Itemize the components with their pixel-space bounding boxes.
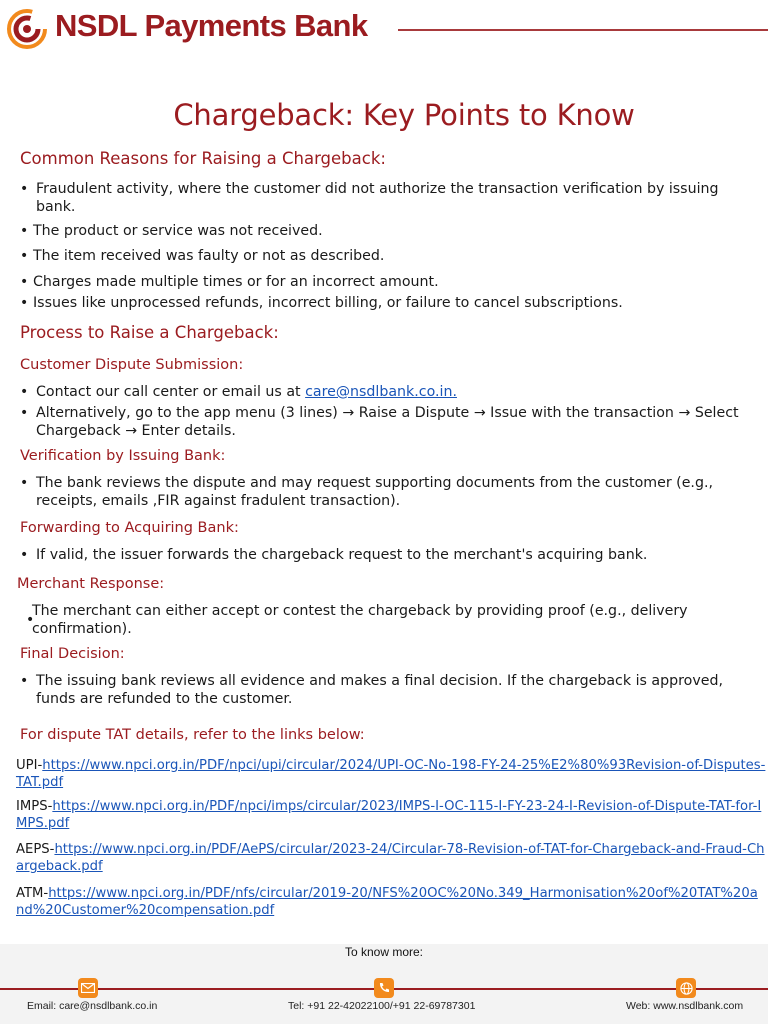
bullet-icon: •	[20, 274, 29, 290]
bullet-icon: •	[20, 223, 29, 239]
bullet-icon: •	[20, 475, 29, 491]
header-divider	[398, 29, 768, 31]
list-item: • Issues like unprocessed refunds, incorrect billing, or failure to cancel subscriptions.	[20, 295, 623, 311]
merchant-heading: Merchant Response:	[17, 576, 165, 592]
upi-link[interactable]: https://www.npci.org.in/PDF/npci/upi/circular/2024/UPI-OC-No-198-FY-24-25%E2%80%93Revision-of-Disputes-TAT.pdf	[16, 758, 766, 790]
bullet-icon: •	[20, 295, 29, 311]
footer-email[interactable]: Email: care@nsdlbank.co.in	[27, 1000, 158, 1012]
footer-phone[interactable]: Tel: +91 22-42022100/+91 22-69787301	[288, 1000, 476, 1012]
footer	[0, 944, 768, 1024]
bullet-icon: •	[20, 547, 29, 563]
phone-icon	[374, 978, 394, 998]
imps-link[interactable]: https://www.npci.org.in/PDF/npci/imps/circular/2023/IMPS-I-OC-115-I-FY-23-24-I-Revision-of-Dispute-TAT-for-IMPS.pdf	[16, 799, 762, 831]
process-heading: Process to Raise a Chargeback:	[20, 323, 279, 342]
link-row-aeps: AEPS-https://www.npci.org.in/PDF/AePS/circular/2023-24/Circular-78-Revision-of-TAT-for-Chargeback-and-Fraud-Chargeback.pdf	[16, 842, 765, 874]
submission-heading: Customer Dispute Submission:	[20, 357, 244, 373]
link-row-imps: IMPS-https://www.npci.org.in/PDF/npci/imps/circular/2023/IMPS-I-OC-115-I-FY-23-24-I-Revision-of-Dispute-TAT-for-IMPS.pdf	[16, 799, 762, 831]
list-item: • The merchant can either accept or contest the chargeback by providing proof (e.g., delivery confirmation).	[26, 603, 688, 637]
decision-heading: Final Decision:	[20, 646, 125, 662]
bullet-icon: •	[26, 612, 35, 628]
atm-link[interactable]: https://www.npci.org.in/PDF/nfs/circular/2019-20/NFS%20OC%20No.349_Harmonisation%20of%20TAT%20and%20Customer%20compensation.pdf	[16, 886, 758, 918]
globe-icon	[676, 978, 696, 998]
mail-icon	[78, 978, 98, 998]
verification-heading: Verification by Issuing Bank:	[20, 448, 226, 464]
list-item: • Fraudulent activity, where the customer did not authorize the transaction verification by issuing bank.	[20, 181, 719, 215]
reasons-heading: Common Reasons for Raising a Chargeback:	[20, 149, 386, 168]
bullet-icon: •	[20, 248, 29, 264]
nsdl-logo-icon	[6, 8, 48, 50]
link-row-upi: UPI-https://www.npci.org.in/PDF/npci/upi/circular/2024/UPI-OC-No-198-FY-24-25%E2%80%93Revision-of-Disputes-TAT.pdf	[16, 758, 766, 790]
aeps-link[interactable]: https://www.npci.org.in/PDF/AePS/circular/2023-24/Circular-78-Revision-of-TAT-for-Chargeback-and-Fraud-Chargeback.pdf	[16, 842, 765, 874]
list-item: • The item received was faulty or not as described.	[20, 248, 385, 264]
brand-name: NSDL Payments Bank	[55, 8, 368, 43]
tat-heading: For dispute TAT details, refer to the links below:	[20, 727, 365, 743]
list-item: • The product or service was not received.	[20, 223, 323, 239]
header	[0, 0, 768, 60]
list-item: • Charges made multiple times or for an incorrect amount.	[20, 274, 439, 290]
list-item: • The bank reviews the dispute and may request supporting documents from the customer (e.g., receipts, emails ,FIR against fradulent transaction).	[20, 475, 713, 509]
bullet-icon: •	[20, 405, 29, 421]
footer-website[interactable]: Web: www.nsdlbank.com	[626, 1000, 744, 1012]
bullet-icon: •	[20, 384, 29, 400]
list-item: • Alternatively, go to the app menu (3 lines) → Raise a Dispute → Issue with the transaction → Select Chargeback → Enter details.	[20, 405, 739, 439]
email-link[interactable]: care@nsdlbank.co.in.	[305, 384, 457, 400]
page-title: Chargeback: Key Points to Know	[173, 98, 635, 132]
forwarding-heading: Forwarding to Acquiring Bank:	[20, 520, 239, 536]
to-know-more: To know more:	[344, 945, 424, 959]
bullet-icon: •	[20, 181, 29, 197]
list-item: • The issuing bank reviews all evidence and makes a final decision. If the chargeback is approved, funds are refunded to the customer.	[20, 673, 723, 707]
link-row-atm: ATM-https://www.npci.org.in/PDF/nfs/circular/2019-20/NFS%20OC%20No.349_Harmonisation%20of%20TAT%20and%20Customer%20compensation.pdf	[16, 886, 758, 918]
bullet-icon: •	[20, 673, 29, 689]
list-item: • Contact our call center or email us at care@nsdlbank.co.in.	[20, 384, 457, 400]
list-item: • If valid, the issuer forwards the chargeback request to the merchant's acquiring bank.	[20, 547, 648, 563]
